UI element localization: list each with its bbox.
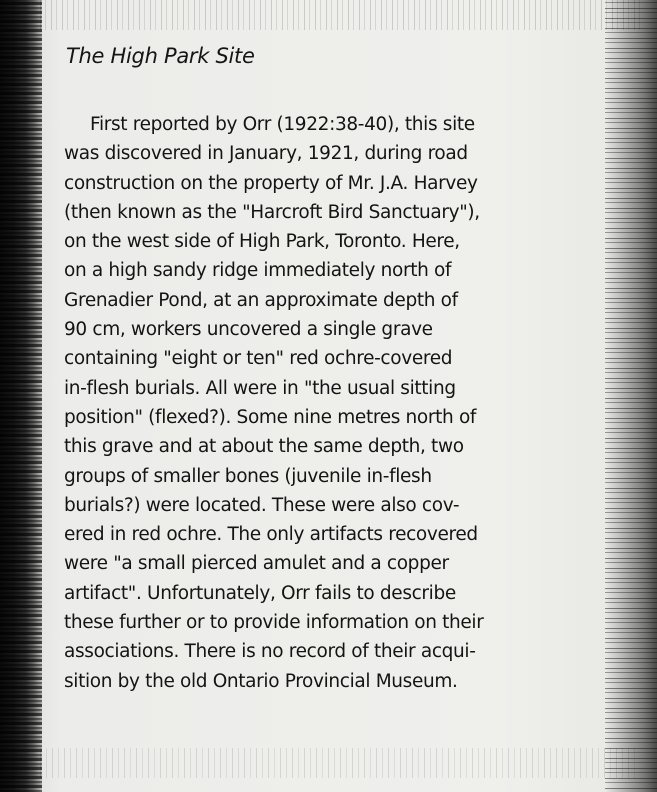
paragraph-line: 90 cm, workers uncovered a single grave	[64, 319, 433, 341]
paragraph-line: containing "eight or ten" red ochre-covered	[64, 348, 453, 370]
paragraph-line: position" (flexed?). Some nine metres north of	[64, 406, 477, 428]
paragraph-line: burials?) were located. These were also cov-	[64, 494, 460, 516]
paragraph-line: on the west side of High Park, Toronto. Here,	[64, 231, 460, 253]
paragraph-line: Grenadier Pond, at an approximate depth of	[64, 289, 458, 311]
paragraph-line: ered in red ochre. The only artifacts recovered	[64, 524, 478, 546]
left-scan-shadow	[0, 0, 42, 792]
section-heading: The High Park Site	[66, 44, 255, 68]
paragraph-line: First reported by Orr (1922:38-40), this site	[90, 114, 475, 135]
bottom-scan-noise	[40, 748, 640, 778]
body-paragraph	[64, 110, 612, 696]
paragraph-line: associations. There is no record of their acqui-	[64, 641, 476, 663]
paragraph-line: sition by the old Ontario Provincial Museum.	[64, 670, 458, 692]
paragraph-line: groups of smaller bones (juvenile in-flesh	[64, 465, 432, 487]
paragraph-line: was discovered in January, 1921, during road	[64, 143, 468, 165]
paragraph-line: construction on the property of Mr. J.A. Harvey	[64, 172, 478, 194]
top-cropped-text-remnant	[40, 0, 640, 30]
paragraph-line: artifact". Unfortunately, Orr fails to describe	[64, 582, 456, 604]
paragraph-line: on a high sandy ridge immediately north of	[64, 260, 452, 282]
paragraph-line: were "a small pierced amulet and a copper	[64, 553, 449, 575]
paragraph-line: in-flesh burials. All were in "the usual sitting	[64, 377, 456, 399]
right-scan-shadow	[605, 0, 657, 792]
paragraph-line: these further or to provide information on their	[64, 612, 484, 634]
paragraph-line: this grave and at about the same depth, two	[64, 436, 464, 458]
paragraph-line: (then known as the "Harcroft Bird Sanctuary"),	[64, 201, 480, 223]
